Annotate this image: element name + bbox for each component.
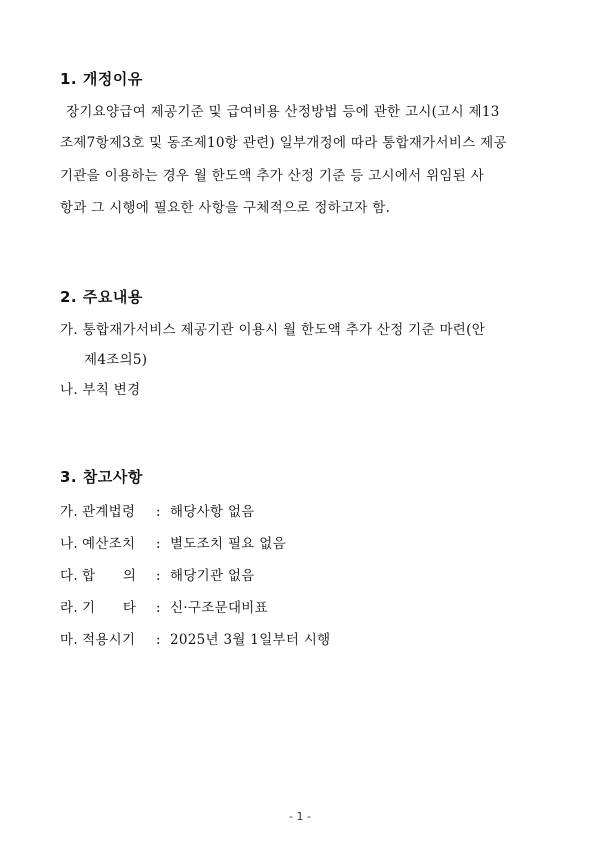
reason-line-1: 장기요양급여 제공기준 및 급여비용 산정방법 등에 관한 고시(고시 제13: [66, 104, 500, 120]
main-item-b-mark: 나.: [60, 382, 78, 398]
main-item-a-continuation: 제4조의5): [84, 352, 148, 368]
reference-mark: 가.: [60, 504, 78, 520]
reference-value: 신·구조문대비표: [170, 600, 268, 616]
section-reason-title: 1. 개정이유: [60, 70, 143, 88]
reference-colon: :: [156, 600, 161, 616]
reference-row: [60, 532, 286, 552]
reference-colon: :: [156, 504, 161, 520]
page-number: - 1 -: [289, 810, 311, 823]
reference-label: 예산조치: [82, 536, 136, 552]
reference-mark: 다.: [60, 568, 78, 584]
reference-value: 별도조치 필요 없음: [170, 536, 286, 552]
reference-mark: 라.: [60, 600, 78, 616]
reference-row: [60, 500, 255, 520]
reference-label: 관계법령: [82, 504, 136, 520]
reference-mark: 마.: [60, 632, 78, 648]
reason-line-2: 조제7항제3호 및 동조제10항 관련) 일부개정에 따라 통합재가서비스 제공: [60, 135, 507, 151]
reference-value: 해당기관 없음: [170, 568, 255, 584]
section-reference-title: 3. 참고사항: [60, 468, 143, 486]
reference-value: 2025년 3월 1일부터 시행: [170, 632, 331, 648]
main-item-b: [60, 378, 141, 398]
reference-label: 합 의: [82, 568, 137, 584]
reference-colon: :: [156, 536, 161, 552]
main-item-a-mark: 가.: [60, 322, 78, 338]
reference-colon: :: [156, 568, 161, 584]
reference-row: [60, 564, 255, 584]
reference-label: 적용시기: [82, 632, 136, 648]
reference-value: 해당사항 없음: [170, 504, 255, 520]
reference-label: 기 타: [82, 600, 137, 616]
reason-line-3: 기관을 이용하는 경우 월 한도액 추가 산정 기준 등 고시에서 위임된 사: [60, 168, 485, 184]
reference-colon: :: [156, 632, 161, 648]
main-item-a: [60, 318, 485, 338]
reference-row: [60, 596, 268, 616]
main-item-b-text: 부칙 변경: [82, 382, 141, 398]
reference-row: [60, 628, 331, 648]
main-item-a-text: 통합재가서비스 제공기관 이용시 월 한도액 추가 산정 기준 마련(안: [82, 322, 486, 338]
reason-line-4: 항과 그 시행에 필요한 사항을 구체적으로 정하고자 함.: [60, 200, 391, 216]
reference-mark: 나.: [60, 536, 78, 552]
section-main-title: 2. 주요내용: [60, 288, 143, 306]
